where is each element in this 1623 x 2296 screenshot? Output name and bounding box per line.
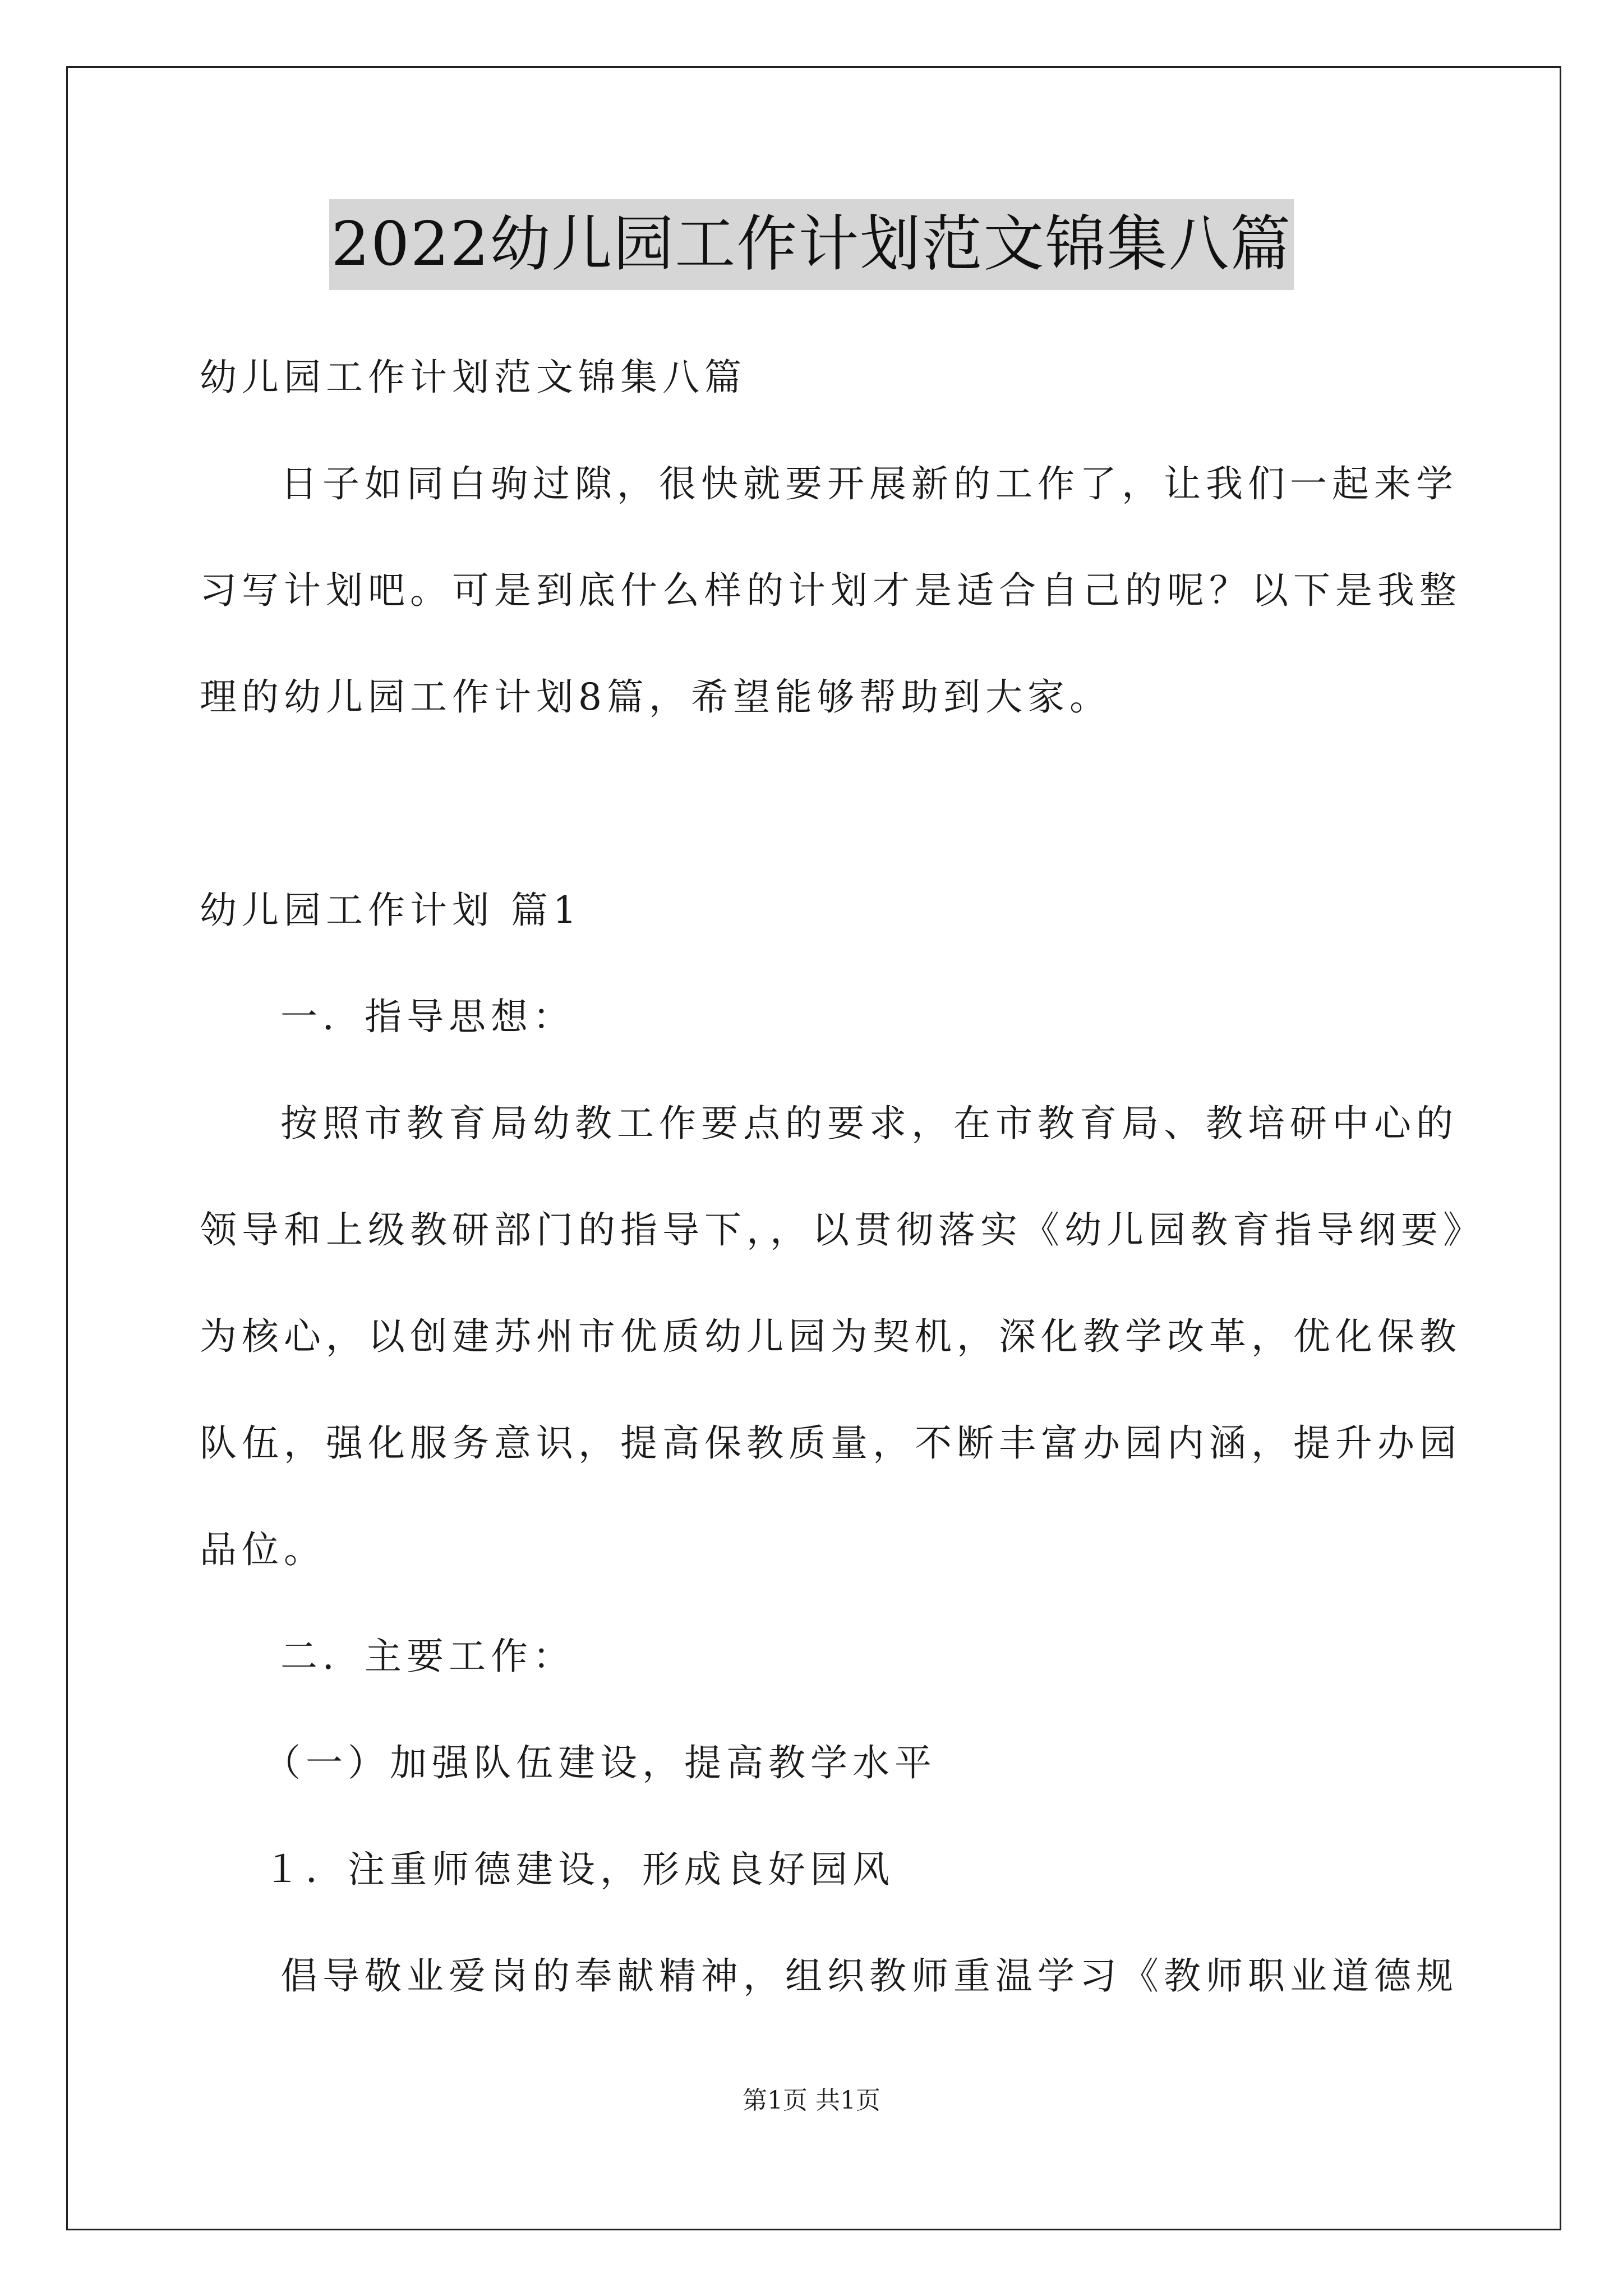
paragraph-1-line-1: 按照市教育局幼教工作要点的要求，在市教育局、教培研中心的 <box>280 1102 1458 1145</box>
heading-main-work: 二．主要工作： <box>280 1635 575 1678</box>
title-container <box>0 199 1623 290</box>
sub-heading-team-building: （一）加强队伍建设，提高教学水平 <box>264 1741 937 1784</box>
paragraph-1-line-3: 为核心，以创建苏州市优质幼儿园为契机，深化教学改革，优化保教 <box>200 1315 1461 1358</box>
paragraph-2-line-1: 倡导敬业爱岗的奉献精神，组织教师重温学习《教师职业道德规 <box>280 1954 1458 1998</box>
intro-line-3: 理的幼儿园工作计划8篇，希望能够帮助到大家。 <box>200 675 1112 719</box>
paragraph-1-line-5: 品位。 <box>200 1528 326 1571</box>
sub-heading-teacher-ethics: １．注重师德建设，形成良好园风 <box>264 1848 895 1891</box>
section-heading: 幼儿园工作计划 篇1 <box>200 889 582 932</box>
intro-line-1: 日子如同白驹过隙，很快就要开展新的工作了，让我们一起来学 <box>280 462 1458 505</box>
paragraph-1-line-2: 领导和上级教研部门的指导下，，以贯彻落实《幼儿园教育指导纲要》 <box>200 1208 1485 1251</box>
heading-guiding-thought: 一．指导思想： <box>280 995 575 1038</box>
page-footer: 第1页 共1页 <box>743 2086 880 2115</box>
paragraph-1-line-4: 队伍，强化服务意识，提高保教质量，不断丰富办园内涵，提升办园 <box>200 1421 1461 1465</box>
document-title: 2022幼儿园工作计划范文锦集八篇 <box>329 199 1294 290</box>
intro-line-2: 习写计划吧。可是到底什么样的计划才是适合自己的呢？以下是我整 <box>200 569 1461 612</box>
document-subtitle: 幼儿园工作计划范文锦集八篇 <box>200 356 746 399</box>
